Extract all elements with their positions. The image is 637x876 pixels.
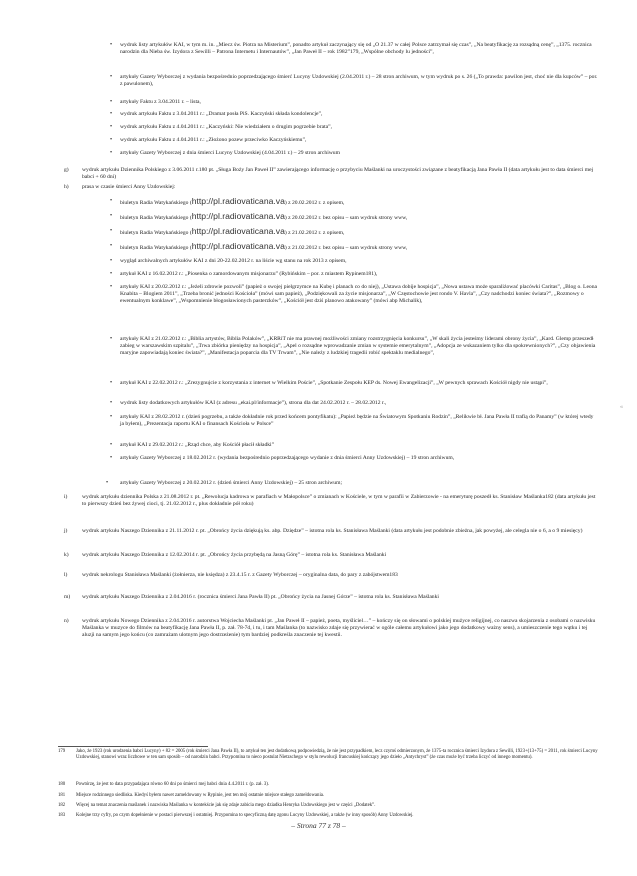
- lettered-item: [64, 552, 598, 559]
- bullet-text: artykuły Gazety Wyborczej z dnia śmierci Lucyny Uzdowskiej (4.04.2011 r.) – 29 stron archiwum: [120, 150, 340, 156]
- bullet-item: [110, 99, 598, 106]
- bullet-icon: •: [110, 213, 113, 219]
- bullet-text-prefix: biuletyn Radia Watykańskiego (: [120, 200, 192, 206]
- item-text: wydruk artykułu dziennika Polska z 21.08.2012 r. pt. „Rewolucja kadrowa w parafiach w Małopolsce” o zmianach w Kościele, w tym w parafii w Zabierzowie - na emeryturę poszedł ks. Stanisław Maślanka182 (data artykułu jest to pierwszy dzień bez żywej cioci, tj. 21.02.2012 r., plus dokładnie pół roku): [82, 494, 596, 508]
- bullet-icon: •: [110, 258, 113, 264]
- bullet-item: [106, 480, 598, 487]
- bullet-text-prefix: biuletyn Radia Watykańskiego (: [120, 245, 192, 251]
- lettered-item: [64, 167, 598, 181]
- item-text: wydruk artykułu Naszego Dziennika z 12.02.2014 r. pt. „Obrońcy życia przybędą na Jasną Górę” – istotna rola ks. Stanisława Maślanki: [82, 552, 387, 558]
- bullet-item: [110, 111, 598, 118]
- item-text: wydruk artykułu Nowego Dziennika z 2.04.2016 r. autorstwa Wojciecha Maślanki pt. „Jan Paweł II – papież, poeta, myśliciel…” – kończy się on słowami o polskiej mużyce religijnej, co naszwa skojarzenia z osobami o nazwisku Maślanka w muzyce do filmów na beatyfikację Jana Pawła II, p. zał. 78-7d, i tu, i tam Maślanka (to nazwisko zdaje się przywierać w ogóle całemu artykułowi jako jego dodatkowy ważny sens), a umieszczenie tego wątku i tej aluzji na samym jego końcu (co zamrażam ulotnym jego dostrzeżenie) tym bardziej podkreśla znaczenie tej kwestii.: [82, 618, 596, 639]
- bullet-text: artykuły Gazety Wyborczej z 18.02.2012 r. (wydania bezpośrednio poprzedzającego wydanie z dnia śmierci Anny Uzdowskiej) – 19 stron archiwum,: [120, 455, 455, 461]
- footnote-text: Miejsce rodzinnego siedliska. Kiedyś byłem nawet zameldowany w Rypinie, jest ten mój ostatnie miejsce stałego zameldowania.: [76, 793, 325, 798]
- bullet-text: [120, 241, 408, 251]
- footnote-text: Jako, że 1923 (rok urodzenia babci Lucyny) + 82 = 2005 (rok śmierci Jana Pawła II), to artykuł ten jest dodatkową podpowiedzią, że nie jest przypadkiem, lecz czymś odmierzonym, że 1375-ta rocznica śmierci Izydora z Sewilli, 1923+(13+75) = 2011, rok śmierci Lucyny Uzdowskiej, stanowi wraz liczbowe w ten sam sposób – od narodzin babci. Przypomina to nieco postulat Nietzschego w stylu rewolucji francuskiej kończący jego dzieło „Antychryst” (że czas może być trzeba liczyć od innego momentu).: [76, 749, 598, 760]
- bullet-text-suffix: ) z 21.02.2012 r. z opisem,: [284, 230, 345, 236]
- bullet-item: [110, 455, 598, 462]
- bullet-text: artykuły Gazety Wyborczej z 20.02.2012 r. (dzień śmierci Anny Uzdowskiej) – 25 stron archiwum;: [120, 480, 343, 486]
- lettered-item: [64, 184, 598, 191]
- lettered-item: [64, 572, 598, 579]
- bullet-item: [110, 211, 598, 222]
- radio-vaticana-url: http://pl.radiovaticana.va: [191, 226, 285, 236]
- bullet-item: [110, 284, 598, 306]
- bullet-text: artykuły KAI z 28.02.2012 r. (dzień pogrzebu, a także dokładnie rok przed końcem pontyfikatu): „Papież będzie na Światowym Spotkaniu Rodzin”, „Relikwie bł. Jana Pawła II trafią do Panamy” (w której wtedy ja byłem), „Prezentacja raportu KAI o finansach Kościoła w Polsce”: [120, 414, 594, 428]
- item-text: prasa w czasie śmierci Anny Uzdowskiej:: [82, 184, 176, 190]
- footnote-text: Powtórzę, że jest to data przypadająca równo 60 dni po śmierci mej babci dnia 4.4.2011 r. (p. zał. 3).: [76, 782, 270, 787]
- bullet-icon: •: [110, 137, 113, 143]
- item-text: wydruk nekrologu Stanisława Maślanki (żołnierza, nie księdza) z 23.4.15 r. z Gazety Wyborczej – oryginalna data, do pary z zabójstwem183: [82, 572, 398, 578]
- bullet-icon: •: [110, 243, 113, 249]
- bullet-text: [120, 226, 345, 236]
- item-text: wydruk artykułu Naszego Dziennika z 2.04.2016 r. (rocznica śmierci Jana Pawła II) pt. „Obrońcy życia na Jasnej Górze” – istotna rola ks. Stanisława Maślanki: [82, 594, 439, 600]
- footnote-number: 182: [58, 803, 66, 808]
- item-text: wydruk artykułu Naszego Dziennika z 21.11.2012 r. pt. „Obrońcy życia dziękują ks. abp. Dziędze” – istotna rola ks. Stanisława Maślanki (data artykułu jest podobnie zbieżna, jak powyżej, ale celegla nie o 6, a o 9 miesięcy): [82, 528, 583, 534]
- bullet-item: [110, 42, 598, 56]
- bullet-icon: •: [110, 336, 113, 342]
- item-letter: k): [64, 552, 69, 558]
- footnote-number: 181: [58, 793, 66, 798]
- footnote-separator: [58, 746, 208, 747]
- lettered-item: [64, 594, 598, 601]
- radio-vaticana-url: http://pl.radiovaticana.va: [191, 211, 285, 221]
- bullet-text: artykuły KAI z 21.02.2012 r.: „Biblia artystów, Biblia Polaków”, „KRRiT nie ma prawnej możliwości zmiany rozstrzygnięcia konkursu”, „W skali życia jesteśmy liderami obrony życia”, „Kard. Glemp przeszedł zabieg w warszawskim szpitalu”, „Trwa zbiórka pieniędzy na hospicja”, „Apel o rozsądne wprowadzanie zmian w systemie emerytalnym”, „Adopcja ze wskazaniem tylko dla spokrewnionych?”, „Czy objawienia maryjne zapowiadają koniec świata?”, „Manifestacja poparcia dla TV Trwam”, „Nie należy z ludzkiej tragedii robić spektaklu medialnego”,: [120, 336, 596, 357]
- bullet-item: [110, 258, 598, 265]
- bullet-icon: •: [110, 198, 113, 204]
- page-number-footer: – Strona 77 z 78 –: [291, 821, 346, 830]
- item-letter: j): [64, 528, 68, 534]
- bullet-text-prefix: biuletyn Radia Watykańskiego (: [120, 215, 192, 221]
- lettered-item: [64, 618, 598, 640]
- bullet-icon: •: [110, 414, 113, 420]
- bullet-text: artykuł KAI z 22.02.2012 r.: „Zrezygnujcie z korzystania z internet w Wielkim Poście”, „Spotkanie Zespołu KEP ds. Nowej Ewangelizacji”, „W pewnych sprawach Kościół nigdy nie ustąpi”,: [120, 380, 548, 386]
- item-letter: g): [64, 167, 69, 173]
- bullet-text: [120, 196, 345, 206]
- footnote-text: Więcej na temat znaczenia maślanek i nazwiska Maślanka w kontekście jak się zdaje zabicia mego dziadka Henryka Uzdowskiego jest w części „Dodatek”.: [76, 803, 376, 808]
- bullet-text: wydruk artykułu Faktu z 3.04.2011 r.: „Dramat posła PiS. Kaczyński składa kondolencje”,: [120, 111, 323, 117]
- item-letter: m): [64, 594, 71, 600]
- lettered-item: [64, 494, 598, 508]
- bullet-text: wygląd archiwalnych artykułów KAI z dni 20-22.02.2012 r. na liście wg stanu na rok 2013 z opisem,: [120, 258, 347, 264]
- bullet-item: [110, 271, 598, 278]
- bullet-text-suffix: ) z 21.02.2012 r. bez opisu – sam wydruk strony www,: [284, 245, 408, 251]
- footnote-number: 183: [58, 813, 66, 818]
- bullet-text: [120, 211, 408, 221]
- item-letter: i): [64, 494, 68, 500]
- footnote: [58, 803, 602, 809]
- bullet-item: [110, 241, 598, 252]
- bullet-text-suffix: ) z 20.02.2012 r. bez opisu – sam wydruk strony www,: [284, 215, 408, 221]
- bullet-text-prefix: biuletyn Radia Watykańskiego (: [120, 230, 192, 236]
- footnote: [58, 813, 602, 819]
- lettered-item: [64, 528, 598, 535]
- bullet-icon: •: [110, 284, 113, 290]
- bullet-item: [110, 226, 598, 237]
- bullet-icon: •: [110, 99, 113, 105]
- bullet-item: [110, 380, 598, 387]
- radio-vaticana-url: http://pl.radiovaticana.va: [191, 196, 285, 206]
- bullet-icon: •: [110, 111, 113, 117]
- footnote-number: 180: [58, 782, 66, 787]
- bullet-text: wydruk artykułu Faktu z 4.04.2011 r.: „Złożono pozew przeciwko Kaczyńskiemu”,: [120, 137, 307, 143]
- item-letter: n): [64, 618, 69, 624]
- bullet-text: artykuły Gazety Wyborczej z wydania bezpośrednio poprzedzającego śmierć Lucyny Uzdowskiej (2.04.2011 r.) – 28 stron archiwum, w tym wydruk po s. 26 („To prawda: pawilon jest, choć nie dla kupców” – por. z pawulonem),: [120, 74, 598, 88]
- bullet-text: wydruk artykułu Faktu z 4.04.2011 r.: „Kaczyński: Nie wiedziałem o drugim pogrzebie brata”,: [120, 124, 332, 130]
- bullet-icon: •: [110, 442, 113, 448]
- bullet-item: [110, 336, 598, 358]
- margin-mark: «: [620, 404, 623, 410]
- bullet-text: wydruk listy dodatkowych artykułów KAI (z adresu „ekai.pl/informacje”), strona dla dat 24.02.2012 r. – 28.02.2012 r.,: [120, 400, 387, 406]
- bullet-icon: •: [110, 42, 113, 48]
- bullet-item: [110, 150, 598, 157]
- bullet-text: artykuły Faktu z 3.04.2011 r. – lista,: [120, 99, 201, 105]
- bullet-icon: •: [110, 400, 113, 406]
- bullet-text: artykuł KAI z 16.02.2012 r.: „Piosenka o zamordowanym misjonarzu” (Rybińskim – por. z miastem Rypinem181),: [120, 271, 378, 277]
- bullet-icon: •: [110, 271, 113, 277]
- item-letter: h): [64, 184, 69, 190]
- bullet-item: [110, 196, 598, 207]
- radio-vaticana-url: http://pl.radiovaticana.va: [191, 241, 285, 251]
- footnote-text: Kolejne trzy cyfry, po czym dopełnienie w postaci pierwszej i ostatniej. Przypomina to specyficzną datę zgonu Lucyny Uzdowskiej, a także (w inny sposób) Anny Uzdowskiej.: [76, 813, 414, 818]
- bullet-text: wydruk listy artykułów KAI, w tym m. in. „Miecz św. Piotra na Misterium”, ponadto artykuł zaczynający się od „O 21.37 w całej Polsce zatrzymał się czas”, „Na beatyfikację za rozsądną cenę”, „1375. rocznica narodzin dla Nieba św. Izydora z Sewilli – Patrona Internetu i Internautów”, „Jan Paweł II – rok 1982”179, „Wspólne obchody lu jedności”,: [120, 42, 592, 56]
- bullet-text-suffix: ) z 20.02.2012 r. z opisem,: [284, 200, 345, 206]
- bullet-icon: •: [110, 150, 113, 156]
- bullet-text: artykuły KAI z 20.02.2012 r.: „Jeżeli zdrowie pozwoli” (papież o swojej pielgrzymce na Kubę i planach co do niej), „Ustawa dobije hospicja”, „Nowa ustawa może sparaliżować placówki Caritas”, „Blog o. Leona Knabita – Blogiem 2011”, „Trzeba bronić jedności Kościoła” (mówi sam papież), „Podziękowali za życie misjonarza”, „W Częstochowie jest rondo V. Havla”, „Czy nadchodzi koniec świata?”, „Rozmowy o ewentualnym konklawe”, „Wspomnienie błogosławionych pasterzków”, „Kościół jest dziś planowo atakowany” (mówi abp Michalik),: [120, 284, 598, 305]
- item-text: wydruk artykułu Dziennika Polskiego z 3.06.2011 r.180 pt. „Sługa Boży Jan Paweł II” zawierającego informację o przybyciu Maślanki na uroczystości związane z beatyfikacją Jana Pawła II (data artykułu jest to data śmierci mej babci + 60 dni): [82, 167, 594, 181]
- bullet-item: [110, 74, 598, 88]
- bullet-text: artykuł KAI z 29.02.2012 r.: „Rząd chce, aby Kościół płacił składki”: [120, 442, 275, 448]
- footnote: [58, 793, 602, 799]
- bullet-icon: •: [110, 455, 113, 461]
- bullet-item: [110, 400, 598, 407]
- item-letter: l): [64, 572, 68, 578]
- footnote: [58, 782, 602, 788]
- bullet-item: [110, 442, 598, 449]
- bullet-icon: •: [110, 74, 113, 80]
- bullet-icon: •: [110, 228, 113, 234]
- footnote: [58, 749, 602, 761]
- bullet-item: [110, 124, 598, 131]
- bullet-icon: •: [110, 124, 113, 130]
- bullet-item: [110, 414, 598, 428]
- bullet-item: [110, 137, 598, 144]
- footnote-number: 179: [58, 749, 66, 754]
- bullet-icon: •: [106, 480, 109, 486]
- bullet-icon: •: [110, 380, 113, 386]
